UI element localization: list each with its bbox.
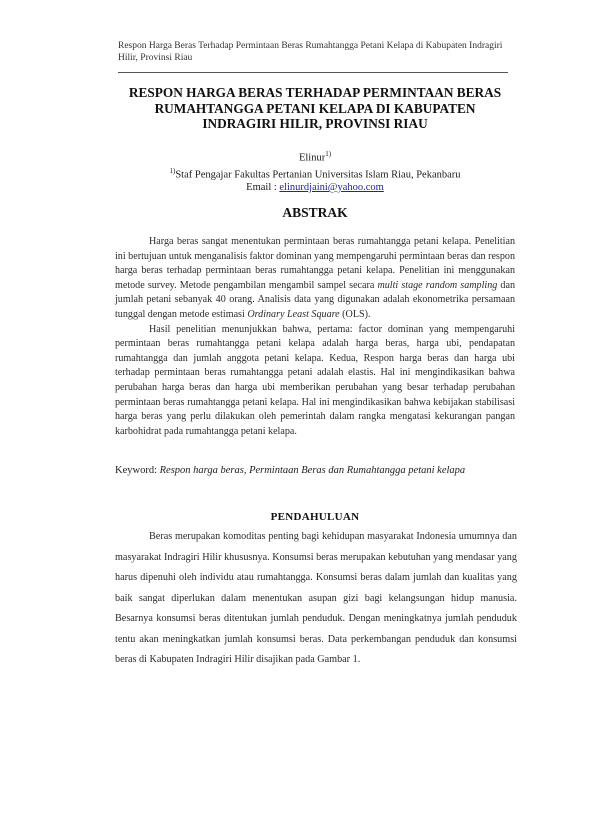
abstract-p1-italic-1: multi stage random sampling — [377, 279, 498, 291]
abstract-paragraph-2: Hasil penelitian menunjukkan bahwa, pertama: factor dominan yang mempengaruhi permintaan beras rumahtangga petani kelapa adalah harga beras, harga ubi, pendapatan rumahtangga dan jumlah anggota petani kelapa. Kedua, Respon harga beras dan harga ubi terhadap permintaan beras rumahtangga petani adalah elastis. Hal ini mengindikasikan bahwa perubahan harga beras dan harga ubi memberikan perubahan yang besar terhadap perubahan permintaan beras rumahtangga petani kelapa. Hal ini mengindikasikan bahwa kebijakan stabilisasi harga beras yang perlu dilakukan oleh pemerintah dalam rangka mengatasi kekurangan pangan karbohidrat pada rumahtangga petani kelapa. — [115, 323, 515, 437]
author-name: Elinur — [298, 152, 326, 164]
abstract-p1-part-a: Harga beras sangat menentukan permintaan beras rumahtangga petani kelapa. Penelitian ini bertujuan untuk menganalisis faktor dominan yang mempengaruhi permintaan beras dan respon harga beras terhadap permintaan beras rumahtangga petani kelapa. Penelitian ini menggunakan metode survey. Metode pengambilan mengambil sampel secara — [115, 236, 515, 291]
author-affiliation: Staf Pengajar Fakultas Pertanian Universitas Islam Riau, Pekanbaru — [175, 169, 461, 180]
abstract-heading: ABSTRAK — [282, 205, 348, 220]
author-name-line — [110, 148, 520, 165]
title-line-1: RESPON HARGA BERAS TERHADAP PERMINTAAN BERAS — [128, 85, 502, 100]
abstract-body — [115, 235, 515, 439]
email-label: Email : — [246, 182, 280, 193]
keywords-text: Respon harga beras, Permintaan Beras dan Rumahtangga petani kelapa — [159, 465, 466, 476]
author-block — [110, 148, 520, 194]
author-name-footnote-mark: 1) — [325, 150, 332, 158]
author-affiliation-line — [110, 165, 520, 182]
running-header: Respon Harga Beras Terhadap Permintaan Beras Rumahtangga Petani Kelapa di Kabupaten Indragiri Hilir, Provinsi Riau — [118, 41, 503, 63]
introduction-heading: PENDAHULUAN — [270, 511, 360, 523]
abstract-paragraph-1 — [115, 235, 515, 323]
title-line-3: INDRAGIRI HILIR, PROVINSI RIAU — [202, 116, 428, 131]
header-divider — [118, 72, 508, 73]
abstract-p1-part-c: (OLS). — [339, 308, 371, 320]
keywords-label: Keyword: — [115, 465, 160, 476]
keywords-line — [115, 464, 515, 478]
author-email-line — [110, 181, 520, 194]
paper-title — [105, 85, 525, 132]
abstract-p1-italic-2: Ordinary Least Square — [247, 308, 340, 320]
introduction-body — [115, 527, 517, 671]
email-link[interactable]: elinurdjaini@yahoo.com — [279, 182, 384, 193]
introduction-paragraph-1: Beras merupakan komoditas penting bagi kehidupan masyarakat Indonesia umumnya dan masyarakat Indragiri Hilir khususnya. Konsumsi beras merupakan kebutuhan yang mendasar yang harus dipenuhi oleh individu atau rumahtangga. Konsumsi beras dalam jumlah dan kualitas yang baik sangat diperlukan dalam menentukan asupan gizi bagi kelangsungan hidup manusia. Besarnya konsumsi beras ditentukan jumlah penduduk. Dengan meningkatnya jumlah penduduk tentu akan meningkatkan jumlah konsumsi beras. Data perkembangan penduduk dan konsumsi beras di Kabupaten Indragiri Hilir disajikan pada Gambar 1. — [115, 531, 517, 665]
title-line-2: RUMAHTANGGA PETANI KELAPA DI KABUPATEN — [154, 100, 476, 116]
abstract-p1-part-b: dan jumlah petani sebanyak 40 orang. Analisis data yang digunakan adalah ekonometrika persamaan tunggal dengan metode estimasi — [115, 279, 515, 320]
affiliation-footnote-mark: 1) — [169, 166, 176, 175]
